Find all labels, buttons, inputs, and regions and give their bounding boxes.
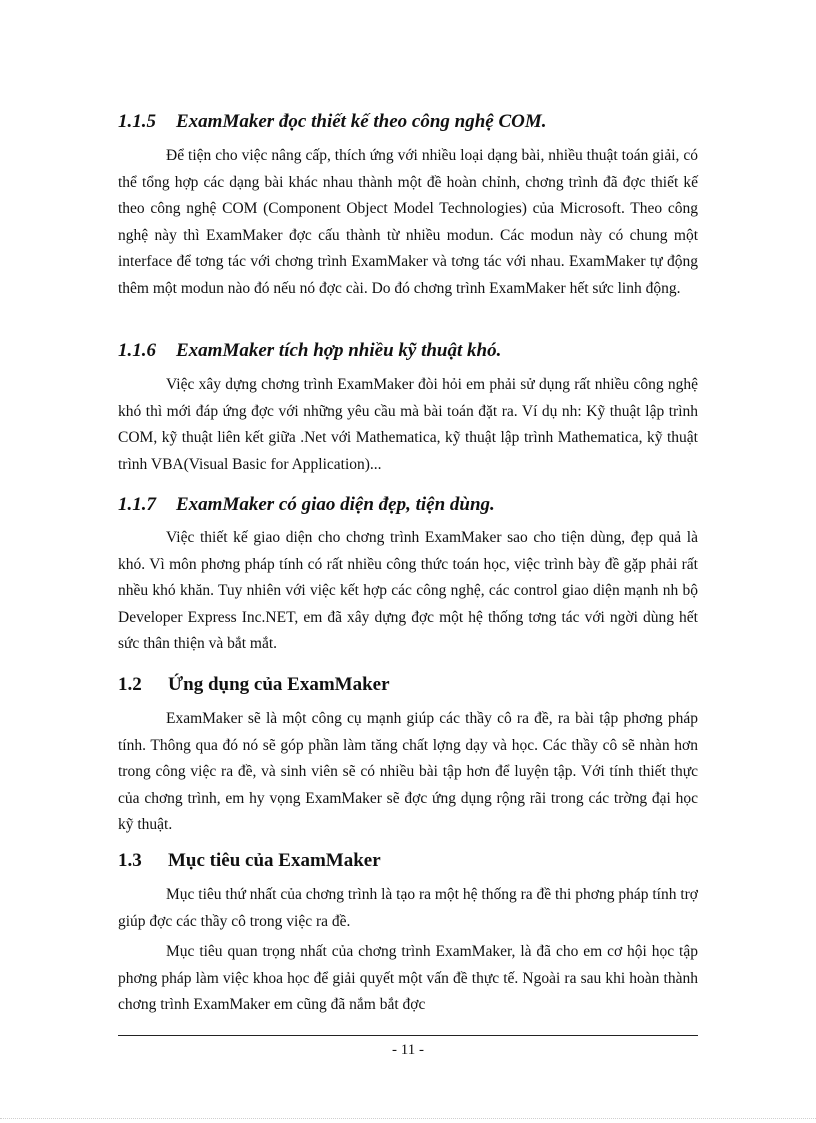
paragraph: Mục tiêu thứ nhất của chơng trình là tạo ra một hệ thống ra đề thi phơng pháp tính trợ giúp đợc các thầy cô trong việc ra đề. <box>118 886 698 930</box>
section-title: Ứng dụng của ExamMaker <box>168 674 390 695</box>
section-heading-1-1-7 <box>118 494 495 516</box>
section-heading-1-2 <box>118 674 390 696</box>
footer-rule <box>118 1035 698 1036</box>
page-edge-divider <box>0 1118 816 1119</box>
paragraph: ExamMaker sẽ là một công cụ mạnh giúp các thầy cô ra đề, ra bài tập phơng pháp tính. Thông qua đó nó sẽ góp phần làm tăng chất lợng dạy và học. Các thầy cô sẽ nhàn hơn trong công việc ra đề, và sinh viên sẽ có nhiều bài tập hơn để luyện tập. Với tính thiết thực của chơng trình, em hy vọng ExamMaker sẽ đợc ứng dụng rộng rãi trong các trờng đại học kỹ thuật. <box>118 710 698 833</box>
section-number: 1.1.5 <box>118 111 156 132</box>
section-heading-1-1-6 <box>118 340 501 362</box>
section-number: 1.1.7 <box>118 494 156 515</box>
section-heading-1-3 <box>118 850 381 872</box>
section-title: ExamMaker đọc thiết kế theo công nghệ COM. <box>176 111 547 132</box>
section-title: ExamMaker tích hợp nhiều kỹ thuật khó. <box>176 340 502 361</box>
section-title: Mục tiêu của ExamMaker <box>168 850 381 871</box>
paragraph: Việc thiết kế giao diện cho chơng trình ExamMaker sao cho tiện dùng, đẹp quả là khó. Vì môn phơng pháp tính có rất nhiều công thức toán học, việc trình bày đề gặp phải rất nhều khó khăn. Tuy nhiên với việc kết hợp các công nghệ, các control giao diện mạnh nh bộ Developer Express Inc.NET, em đã xây dựng đợc một hệ thống tơng tác với ngời dùng hết sức thân thiện và bắt mắt. <box>118 529 698 652</box>
page-number: - 11 - <box>392 1042 424 1058</box>
paragraph: Mục tiêu quan trọng nhất của chơng trình ExamMaker, là đã cho em cơ hội học tập phơng pháp làm việc khoa học để giải quyết một vấn đề thực tế. Ngoài ra sau khi hoàn thành chơng trình ExamMaker em cũng đã nắm bắt đợc <box>118 943 698 1013</box>
section-number: 1.3 <box>118 850 142 871</box>
paragraph: Việc xây dựng chơng trình ExamMaker đòi hỏi em phải sử dụng rất nhiều công nghệ khó thì mới đáp ứng đợc với những yêu cầu mà bài toán đặt ra. Ví dụ nh: Kỹ thuật lập trình COM, kỹ thuật liên kết giữa .Net với Mathematica, kỹ thuật lập trình Mathematica, kỹ thuật trình VBA(Visual Basic for Application)... <box>118 376 698 473</box>
section-number: 1.2 <box>118 674 142 695</box>
paragraph: Để tiện cho việc nâng cấp, thích ứng với nhiều loại dạng bài, nhiều thuật toán giải, có thể tổng hợp các dạng bài khác nhau thành một đề hoàn chỉnh, chơng trình đã đợc thiết kế theo công nghệ COM (Component Object Model Technologies) của Microsoft. Theo công nghệ này thì ExamMaker đợc cấu thành từ nhiều modun. Các modun này có chung một interface để tơng tác với chơng trình ExamMaker và tơng tác với nhau. ExamMaker tự động thêm một modun nào đó nếu nó đợc cài. Do đó chơng trình ExamMaker hết sức linh động. <box>118 147 698 297</box>
section-heading-1-1-5 <box>118 111 547 133</box>
section-number: 1.1.6 <box>118 340 156 361</box>
section-title: ExamMaker có giao diện đẹp, tiện dùng. <box>176 494 495 515</box>
